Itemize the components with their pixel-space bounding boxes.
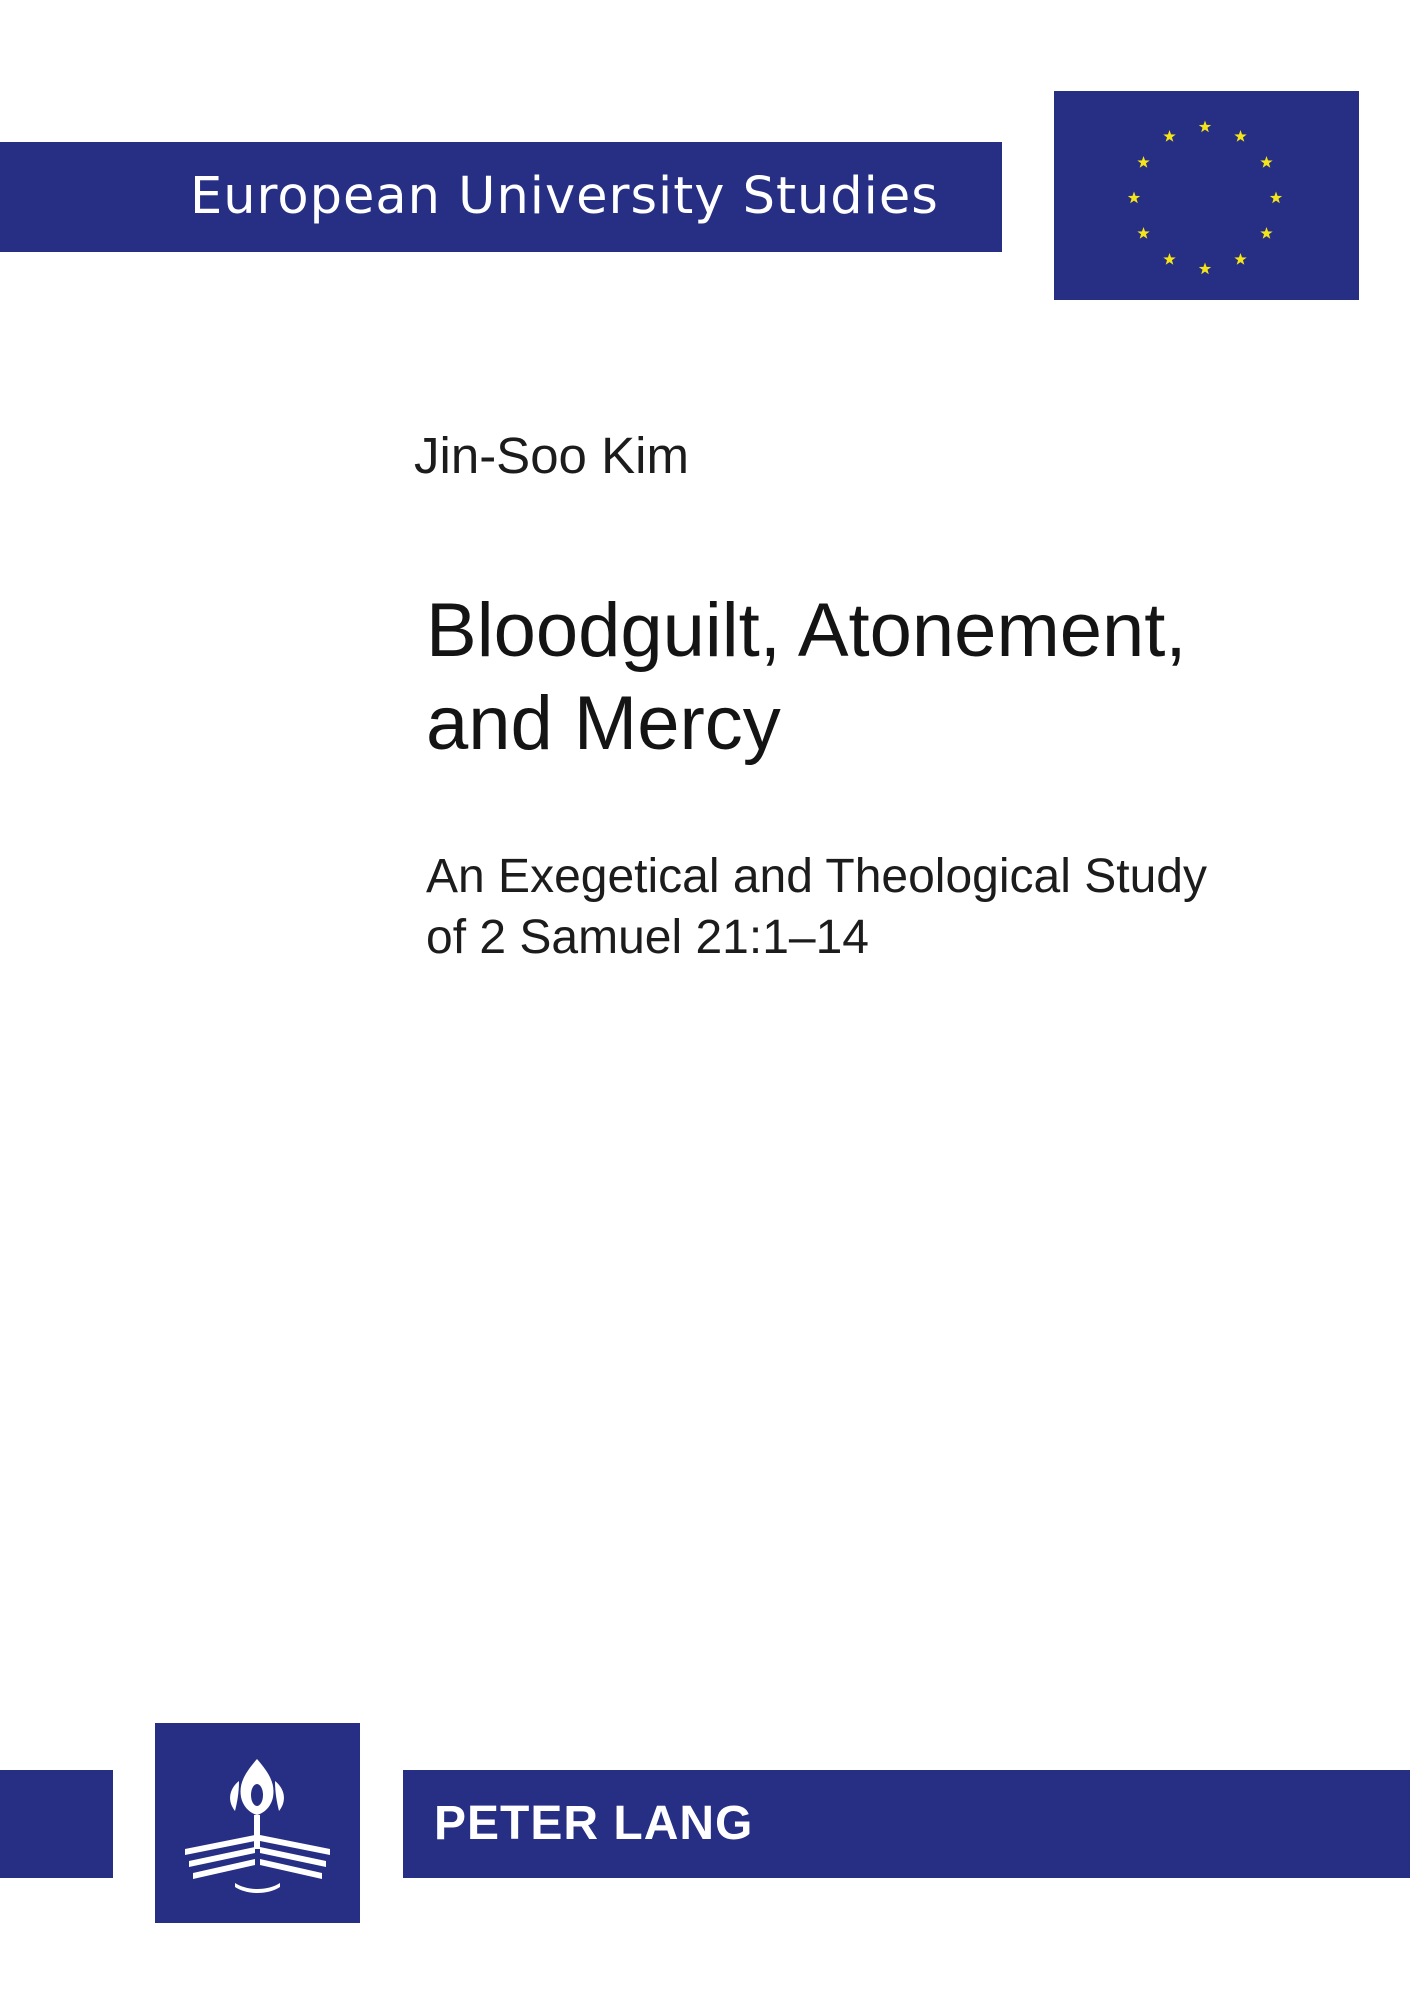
star-icon — [1199, 121, 1211, 133]
book-subtitle — [426, 846, 1207, 968]
star-icon — [1199, 263, 1211, 275]
series-name: European University Studies — [190, 167, 939, 226]
book-subtitle-line-2: of 2 Samuel 21:1–14 — [426, 911, 869, 964]
bottom-left-band — [0, 1770, 113, 1878]
star-icon — [1270, 192, 1282, 204]
publisher-name: PETER LANG — [434, 1797, 754, 1850]
star-icon — [1163, 130, 1175, 142]
publisher-banner — [403, 1770, 1410, 1878]
star-icon — [1260, 227, 1272, 239]
eu-flag-icon — [1054, 91, 1359, 300]
star-icon — [1137, 156, 1149, 168]
publisher-logo — [155, 1723, 360, 1923]
book-title — [426, 584, 1187, 770]
star-icon — [1163, 253, 1175, 265]
book-subtitle-line-1: An Exegetical and Theological Study — [426, 850, 1207, 903]
lamp-book-logo-icon — [155, 1723, 360, 1923]
star-icon — [1137, 227, 1149, 239]
author-name: Jin-Soo Kim — [414, 427, 689, 484]
star-icon — [1128, 192, 1140, 204]
book-title-line-1: Bloodguilt, Atonement, — [426, 588, 1187, 673]
star-icon — [1260, 156, 1272, 168]
star-icon — [1234, 253, 1246, 265]
book-title-line-2: and Mercy — [426, 681, 781, 766]
series-banner — [0, 142, 1002, 252]
star-icon — [1234, 130, 1246, 142]
